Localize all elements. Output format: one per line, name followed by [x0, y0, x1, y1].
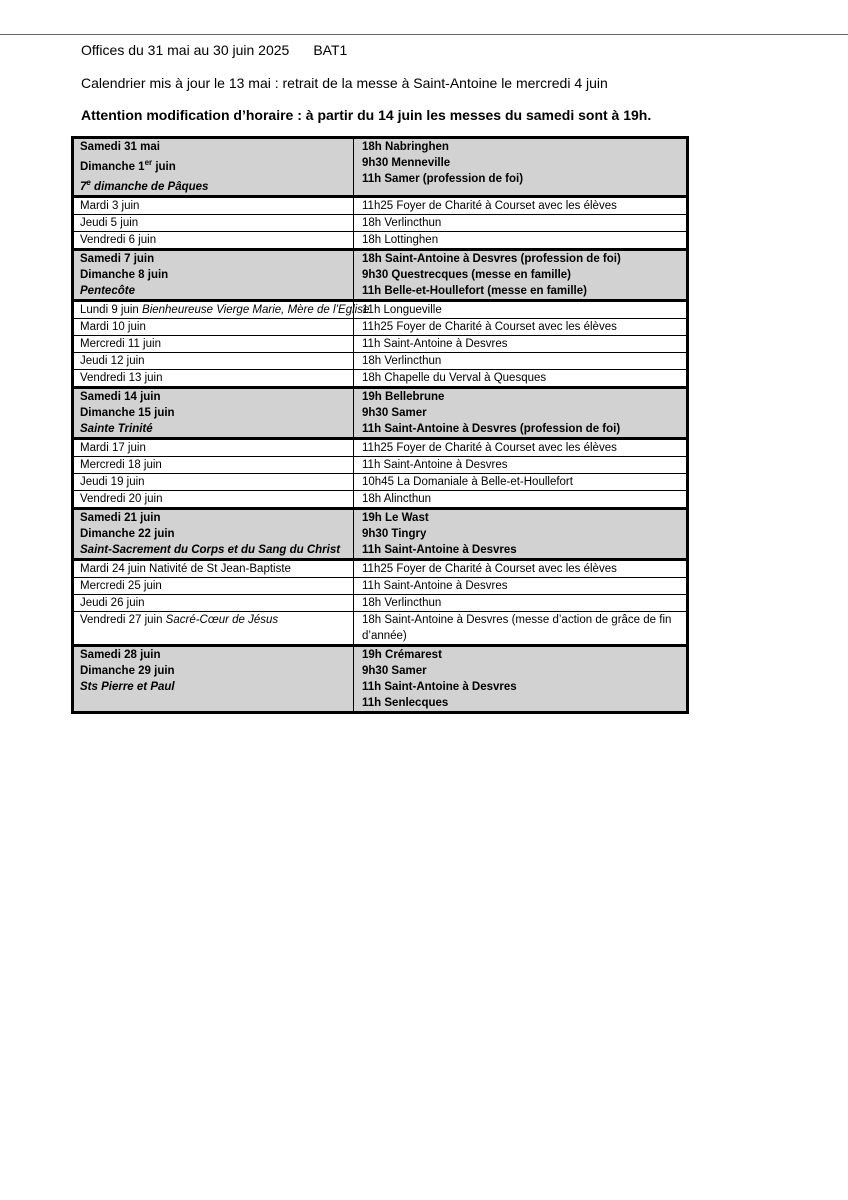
mass-cell [354, 215, 686, 231]
schedule-row [74, 595, 686, 612]
mass-cell [354, 139, 686, 155]
weekday-group [74, 198, 686, 251]
schedule-row [74, 353, 686, 370]
day-cell [74, 561, 354, 577]
schedule-row [74, 526, 686, 558]
day-cell [74, 612, 354, 644]
schedule-row [74, 215, 686, 232]
mass-cell [354, 647, 686, 663]
mass-cell [354, 578, 686, 594]
mass-entry: 18h Verlincthun [362, 354, 442, 367]
schedule-row [74, 510, 686, 526]
schedule-row [74, 267, 686, 299]
day-cell [74, 405, 354, 437]
mass-cell [354, 336, 686, 352]
day-cell [74, 370, 354, 386]
day-cell [74, 491, 354, 507]
day-label: Mardi 10 juin [80, 320, 146, 333]
mass-cell [354, 440, 686, 456]
schedule-row [74, 389, 686, 405]
mass-cell [354, 595, 686, 611]
schedule-row [74, 319, 686, 336]
feast-label: Pentecôte [80, 284, 135, 297]
day-label: Dimanche 15 juin [80, 406, 175, 419]
day-label: Samedi 7 juin [80, 252, 155, 265]
mass-entry: 19h Crémarest [362, 648, 442, 661]
day-cell [74, 155, 354, 195]
day-cell [74, 267, 354, 299]
mass-cell [354, 251, 686, 267]
day-cell [74, 457, 354, 473]
schedule-row [74, 251, 686, 267]
day-label: Mercredi 11 juin [80, 337, 161, 350]
mass-cell [354, 612, 686, 644]
schedule-row [74, 370, 686, 386]
mass-cell [354, 457, 686, 473]
day-label: Samedi 14 juin [80, 390, 161, 403]
day-label: Mercredi 18 juin [80, 458, 162, 471]
mass-entry: 11h Saint-Antoine à Desvres [362, 579, 508, 592]
schedule-row [74, 491, 686, 507]
mass-entry: 18h Chapelle du Verval à Quesques [362, 371, 547, 384]
day-cell [74, 198, 354, 214]
top-rule [0, 34, 848, 35]
mass-entry: 18h Verlincthun [362, 216, 442, 229]
document-title-line [81, 42, 347, 58]
mass-entry: 9h30 Samer [362, 664, 427, 677]
mass-entry: 11h25 Foyer de Charité à Courset avec les élèves [362, 320, 617, 333]
feast-label: Bienheureuse Vierge Marie, Mère de l’Eglise [138, 303, 370, 316]
schedule-change-warning: Attention modification d’horaire : à partir du 14 juin les messes du samedi sont à 19h. [81, 107, 652, 123]
schedule-row [74, 336, 686, 353]
mass-cell [354, 155, 686, 195]
day-cell [74, 353, 354, 369]
weekday-group [74, 440, 686, 510]
mass-cell [354, 474, 686, 490]
day-cell [74, 510, 354, 526]
mass-entry: 18h Nabringhen [362, 141, 449, 153]
mass-cell [354, 389, 686, 405]
mass-cell [354, 405, 686, 437]
day-label: Vendredi 13 juin [80, 371, 163, 384]
feast-label: Sacré-Cœur de Jésus [162, 613, 279, 626]
mass-entry: 18h Verlincthun [362, 596, 442, 609]
day-label: Dimanche 22 juin [80, 527, 175, 540]
mass-schedule-table [71, 136, 689, 714]
day-label: Vendredi 20 juin [80, 492, 163, 505]
day-cell [74, 647, 354, 663]
day-cell [74, 302, 370, 318]
document-title: Offices du 31 mai au 30 juin 2025 [81, 42, 290, 58]
schedule-row [74, 405, 686, 437]
day-cell [74, 578, 354, 594]
schedule-row [74, 457, 686, 474]
day-label: Vendredi 6 juin [80, 233, 157, 246]
mass-entry: 11h25 Foyer de Charité à Courset avec les élèves [362, 441, 617, 454]
update-note: Calendrier mis à jour le 13 mai : retrait de la messe à Saint-Antoine le mercredi 4 juin [81, 75, 608, 91]
day-label: Vendredi 27 juin [80, 613, 163, 626]
mass-cell [354, 302, 686, 318]
weekend-group [74, 647, 686, 711]
mass-cell [354, 370, 686, 386]
schedule-row [74, 198, 686, 215]
mass-entry: 11h Longueville [362, 303, 442, 316]
weekend-group [74, 139, 686, 198]
day-label: Samedi 28 juin [80, 648, 161, 661]
schedule-row [74, 647, 686, 663]
mass-entry: 19h Bellebrune [362, 390, 445, 403]
mass-entry: 11h25 Foyer de Charité à Courset avec les élèves [362, 562, 617, 575]
day-cell [74, 319, 354, 335]
day-label: Dimanche 29 juin [80, 664, 175, 677]
day-cell [74, 336, 354, 352]
mass-entry: 11h25 Foyer de Charité à Courset avec les élèves [362, 199, 617, 212]
schedule-row [74, 440, 686, 457]
mass-entry: 11h Senlecques [362, 696, 449, 709]
mass-cell [354, 353, 686, 369]
mass-cell [354, 232, 686, 248]
schedule-row [74, 474, 686, 491]
day-cell [74, 232, 354, 248]
mass-entry: 11h Saint-Antoine à Desvres (profession de foi) [362, 422, 621, 435]
day-label: Mardi 17 juin [80, 441, 146, 454]
day-cell [74, 389, 354, 405]
mass-cell [354, 526, 686, 558]
mass-cell [354, 491, 686, 507]
mass-entry: 9h30 Tingry [362, 527, 427, 540]
mass-entry: 19h Le Wast [362, 511, 429, 524]
mass-entry: 18h Alincthun [362, 492, 432, 505]
mass-entry: 11h Belle-et-Houllefort (messe en famille) [362, 284, 587, 297]
day-label: Jeudi 19 juin [80, 475, 145, 488]
mass-cell [354, 319, 686, 335]
feast-label: 7e dimanche de Pâques [80, 177, 209, 193]
day-label: Jeudi 26 juin [80, 596, 145, 609]
day-cell [74, 251, 354, 267]
mass-cell [354, 510, 686, 526]
feast-label: Sts Pierre et Paul [80, 680, 175, 693]
mass-entry: 9h30 Menneville [362, 157, 451, 169]
weekday-group [74, 561, 686, 647]
mass-cell [354, 561, 686, 577]
day-label: Jeudi 12 juin [80, 354, 145, 367]
day-cell [74, 526, 354, 558]
day-label: Samedi 31 mai [80, 141, 160, 153]
day-cell [74, 215, 354, 231]
day-cell [74, 139, 354, 155]
mass-entry: 9h30 Samer [362, 406, 427, 419]
mass-cell [354, 198, 686, 214]
day-cell [74, 595, 354, 611]
day-label: Dimanche 8 juin [80, 268, 169, 281]
schedule-row [74, 139, 686, 155]
mass-entry: 11h Samer (profession de foi) [362, 173, 524, 185]
day-label: Mardi 3 juin [80, 199, 140, 212]
schedule-row [74, 561, 686, 578]
mass-entry: 11h Saint-Antoine à Desvres [362, 543, 517, 556]
mass-entry: 18h Lottinghen [362, 233, 439, 246]
day-cell [74, 663, 354, 711]
day-label: Samedi 21 juin [80, 511, 161, 524]
mass-entry: 11h Saint-Antoine à Desvres [362, 337, 508, 350]
mass-entry: 11h Saint-Antoine à Desvres [362, 680, 517, 693]
mass-cell [354, 267, 686, 299]
weekend-group [74, 510, 686, 561]
schedule-row [74, 578, 686, 595]
version-tag: BAT1 [313, 42, 348, 58]
weekday-group [74, 302, 686, 389]
day-label: Mardi 24 juin Nativité de St Jean-Baptiste [80, 562, 291, 575]
schedule-row [74, 612, 686, 644]
day-label: Dimanche 1er juin [80, 158, 176, 173]
schedule-row [74, 155, 686, 195]
feast-label: Sainte Trinité [80, 422, 153, 435]
day-cell [74, 474, 354, 490]
feast-label: Saint-Sacrement du Corps et du Sang du Christ [80, 543, 341, 556]
mass-entry: 18h Saint-Antoine à Desvres (messe d’action de grâce de fin d’année) [362, 613, 672, 642]
mass-entry: 11h Saint-Antoine à Desvres [362, 458, 508, 471]
mass-cell [354, 663, 686, 711]
schedule-row [74, 302, 686, 319]
day-label: Lundi 9 juin [80, 303, 139, 316]
schedule-row [74, 232, 686, 248]
schedule-row [74, 663, 686, 711]
mass-entry: 10h45 La Domaniale à Belle-et-Houllefort [362, 475, 573, 488]
day-cell [74, 440, 354, 456]
weekend-group [74, 251, 686, 302]
weekend-group [74, 389, 686, 440]
mass-entry: 9h30 Questrecques (messe en famille) [362, 268, 572, 281]
day-label: Mercredi 25 juin [80, 579, 162, 592]
mass-entry: 18h Saint-Antoine à Desvres (profession de foi) [362, 252, 621, 265]
day-label: Jeudi 5 juin [80, 216, 139, 229]
